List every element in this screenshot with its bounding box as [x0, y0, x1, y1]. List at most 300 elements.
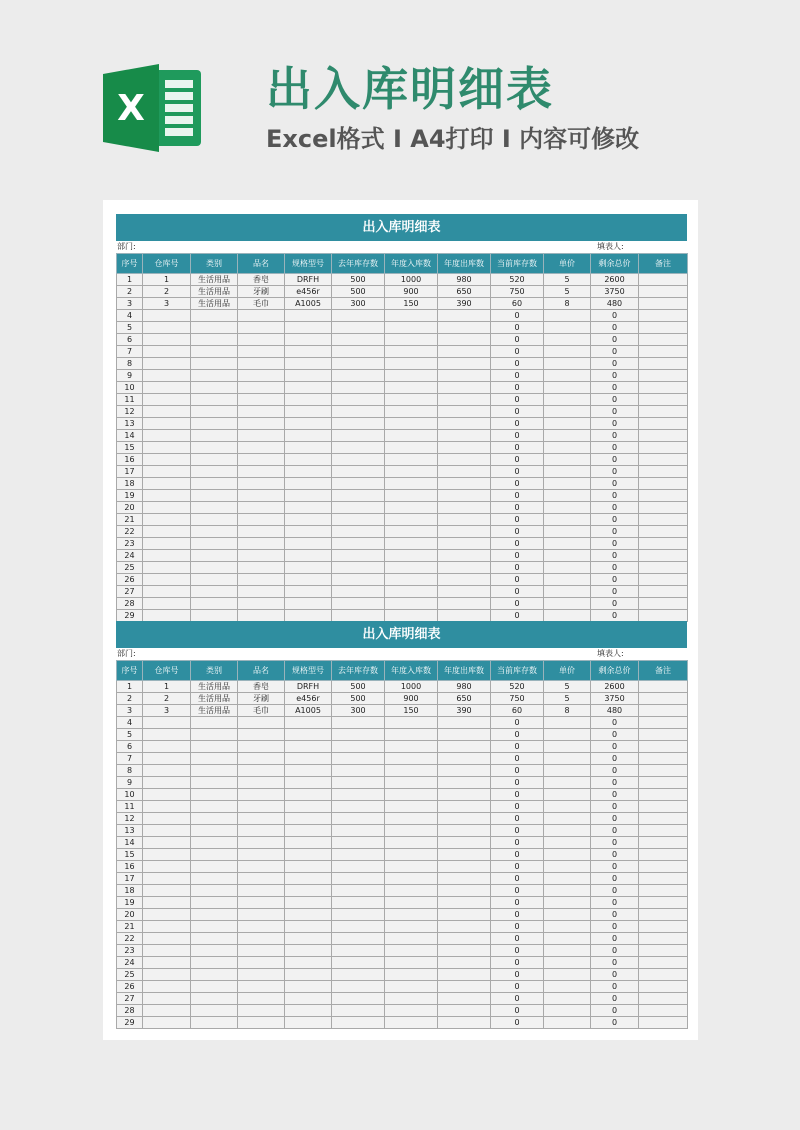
- cell-annual-inbound[interactable]: [385, 490, 438, 502]
- cell-remaining-total[interactable]: 0: [591, 502, 639, 514]
- cell-remaining-total[interactable]: 0: [591, 394, 639, 406]
- cell-annual-inbound[interactable]: [385, 981, 438, 993]
- cell-remaining-total[interactable]: 0: [591, 322, 639, 334]
- cell-warehouse-no[interactable]: [143, 957, 191, 969]
- cell-warehouse-no[interactable]: [143, 322, 191, 334]
- cell-remaining-total[interactable]: 0: [591, 430, 639, 442]
- cell-remaining-total[interactable]: 0: [591, 1005, 639, 1017]
- cell-product-name[interactable]: [238, 610, 285, 622]
- cell-category[interactable]: [191, 310, 238, 322]
- cell-category[interactable]: [191, 430, 238, 442]
- cell-remaining-total[interactable]: 0: [591, 765, 639, 777]
- cell-category[interactable]: [191, 789, 238, 801]
- cell-remaining-total[interactable]: 0: [591, 729, 639, 741]
- cell-spec-model[interactable]: [285, 933, 332, 945]
- cell-remarks[interactable]: [639, 729, 688, 741]
- cell-category[interactable]: [191, 1017, 238, 1029]
- cell-spec-model[interactable]: [285, 897, 332, 909]
- cell-category[interactable]: [191, 813, 238, 825]
- cell-annual-inbound[interactable]: [385, 753, 438, 765]
- cell-spec-model[interactable]: [285, 777, 332, 789]
- cell-last-year-stock[interactable]: [332, 454, 385, 466]
- cell-remarks[interactable]: [639, 681, 688, 693]
- cell-unit-price[interactable]: [544, 598, 591, 610]
- cell-annual-outbound[interactable]: [438, 502, 491, 514]
- cell-category[interactable]: [191, 765, 238, 777]
- cell-remaining-total[interactable]: 0: [591, 741, 639, 753]
- cell-current-stock[interactable]: 0: [491, 322, 544, 334]
- cell-remarks[interactable]: [639, 885, 688, 897]
- cell-remaining-total[interactable]: 0: [591, 538, 639, 550]
- cell-warehouse-no[interactable]: [143, 538, 191, 550]
- cell-remarks[interactable]: [639, 298, 688, 310]
- cell-category[interactable]: [191, 478, 238, 490]
- cell-last-year-stock[interactable]: [332, 825, 385, 837]
- cell-index[interactable]: 11: [117, 801, 143, 813]
- cell-last-year-stock[interactable]: [332, 801, 385, 813]
- cell-spec-model[interactable]: [285, 490, 332, 502]
- cell-last-year-stock[interactable]: 300: [332, 705, 385, 717]
- cell-remarks[interactable]: [639, 801, 688, 813]
- cell-last-year-stock[interactable]: [332, 897, 385, 909]
- cell-current-stock[interactable]: 0: [491, 514, 544, 526]
- cell-last-year-stock[interactable]: [332, 873, 385, 885]
- cell-remarks[interactable]: [639, 358, 688, 370]
- cell-unit-price[interactable]: [544, 586, 591, 598]
- cell-current-stock[interactable]: 0: [491, 358, 544, 370]
- cell-annual-inbound[interactable]: [385, 825, 438, 837]
- cell-product-name[interactable]: [238, 753, 285, 765]
- cell-spec-model[interactable]: [285, 598, 332, 610]
- cell-remarks[interactable]: [639, 993, 688, 1005]
- cell-product-name[interactable]: [238, 741, 285, 753]
- cell-current-stock[interactable]: 0: [491, 789, 544, 801]
- cell-annual-outbound[interactable]: [438, 909, 491, 921]
- cell-last-year-stock[interactable]: [332, 382, 385, 394]
- cell-category[interactable]: [191, 753, 238, 765]
- cell-warehouse-no[interactable]: [143, 310, 191, 322]
- cell-current-stock[interactable]: 0: [491, 729, 544, 741]
- cell-category[interactable]: [191, 490, 238, 502]
- cell-annual-inbound[interactable]: [385, 1005, 438, 1017]
- cell-annual-outbound[interactable]: [438, 418, 491, 430]
- cell-remaining-total[interactable]: 0: [591, 753, 639, 765]
- cell-remaining-total[interactable]: 0: [591, 418, 639, 430]
- cell-last-year-stock[interactable]: [332, 310, 385, 322]
- cell-remarks[interactable]: [639, 969, 688, 981]
- cell-annual-outbound[interactable]: [438, 765, 491, 777]
- cell-category[interactable]: [191, 729, 238, 741]
- cell-last-year-stock[interactable]: [332, 418, 385, 430]
- cell-annual-inbound[interactable]: [385, 406, 438, 418]
- cell-warehouse-no[interactable]: 1: [143, 274, 191, 286]
- cell-unit-price[interactable]: [544, 801, 591, 813]
- cell-remarks[interactable]: [639, 765, 688, 777]
- cell-category[interactable]: [191, 1005, 238, 1017]
- cell-index[interactable]: 5: [117, 729, 143, 741]
- cell-annual-outbound[interactable]: [438, 538, 491, 550]
- cell-category[interactable]: 生活用品: [191, 274, 238, 286]
- cell-spec-model[interactable]: [285, 562, 332, 574]
- cell-remaining-total[interactable]: 0: [591, 550, 639, 562]
- cell-remarks[interactable]: [639, 933, 688, 945]
- cell-spec-model[interactable]: [285, 825, 332, 837]
- cell-remaining-total[interactable]: 480: [591, 705, 639, 717]
- cell-unit-price[interactable]: [544, 334, 591, 346]
- cell-annual-outbound[interactable]: [438, 717, 491, 729]
- cell-last-year-stock[interactable]: [332, 909, 385, 921]
- cell-product-name[interactable]: [238, 957, 285, 969]
- cell-annual-outbound[interactable]: [438, 837, 491, 849]
- cell-category[interactable]: [191, 406, 238, 418]
- cell-annual-inbound[interactable]: [385, 717, 438, 729]
- cell-unit-price[interactable]: [544, 981, 591, 993]
- cell-product-name[interactable]: [238, 322, 285, 334]
- cell-warehouse-no[interactable]: [143, 861, 191, 873]
- cell-unit-price[interactable]: [544, 849, 591, 861]
- cell-category[interactable]: [191, 897, 238, 909]
- cell-spec-model[interactable]: [285, 813, 332, 825]
- cell-product-name[interactable]: [238, 490, 285, 502]
- cell-spec-model[interactable]: [285, 394, 332, 406]
- cell-spec-model[interactable]: [285, 1017, 332, 1029]
- cell-remarks[interactable]: [639, 406, 688, 418]
- cell-annual-outbound[interactable]: [438, 777, 491, 789]
- cell-spec-model[interactable]: [285, 945, 332, 957]
- cell-remarks[interactable]: [639, 274, 688, 286]
- cell-spec-model[interactable]: [285, 765, 332, 777]
- cell-index[interactable]: 16: [117, 861, 143, 873]
- cell-warehouse-no[interactable]: [143, 813, 191, 825]
- cell-current-stock[interactable]: 0: [491, 478, 544, 490]
- cell-remarks[interactable]: [639, 705, 688, 717]
- cell-warehouse-no[interactable]: [143, 610, 191, 622]
- cell-current-stock[interactable]: 0: [491, 334, 544, 346]
- cell-annual-outbound[interactable]: [438, 885, 491, 897]
- cell-annual-outbound[interactable]: [438, 490, 491, 502]
- cell-spec-model[interactable]: [285, 909, 332, 921]
- cell-current-stock[interactable]: 0: [491, 418, 544, 430]
- cell-last-year-stock[interactable]: [332, 981, 385, 993]
- cell-last-year-stock[interactable]: [332, 1005, 385, 1017]
- cell-last-year-stock[interactable]: [332, 586, 385, 598]
- cell-index[interactable]: 24: [117, 957, 143, 969]
- cell-unit-price[interactable]: [544, 717, 591, 729]
- cell-spec-model[interactable]: e456r: [285, 286, 332, 298]
- cell-last-year-stock[interactable]: [332, 538, 385, 550]
- cell-annual-outbound[interactable]: [438, 825, 491, 837]
- cell-remarks[interactable]: [639, 837, 688, 849]
- cell-remaining-total[interactable]: 0: [591, 598, 639, 610]
- cell-unit-price[interactable]: [544, 550, 591, 562]
- cell-last-year-stock[interactable]: [332, 885, 385, 897]
- cell-category[interactable]: [191, 777, 238, 789]
- cell-warehouse-no[interactable]: [143, 837, 191, 849]
- cell-category[interactable]: [191, 957, 238, 969]
- cell-product-name[interactable]: [238, 394, 285, 406]
- cell-warehouse-no[interactable]: [143, 586, 191, 598]
- cell-last-year-stock[interactable]: [332, 394, 385, 406]
- cell-current-stock[interactable]: 0: [491, 574, 544, 586]
- cell-product-name[interactable]: [238, 897, 285, 909]
- cell-current-stock[interactable]: 0: [491, 825, 544, 837]
- cell-product-name[interactable]: [238, 538, 285, 550]
- cell-warehouse-no[interactable]: [143, 406, 191, 418]
- cell-remaining-total[interactable]: 2600: [591, 681, 639, 693]
- cell-index[interactable]: 11: [117, 394, 143, 406]
- cell-annual-outbound[interactable]: [438, 753, 491, 765]
- cell-index[interactable]: 7: [117, 753, 143, 765]
- cell-index[interactable]: 23: [117, 945, 143, 957]
- cell-last-year-stock[interactable]: [332, 969, 385, 981]
- cell-warehouse-no[interactable]: [143, 358, 191, 370]
- cell-remaining-total[interactable]: 0: [591, 526, 639, 538]
- cell-annual-outbound[interactable]: [438, 957, 491, 969]
- cell-current-stock[interactable]: 0: [491, 909, 544, 921]
- cell-spec-model[interactable]: e456r: [285, 693, 332, 705]
- cell-unit-price[interactable]: [544, 538, 591, 550]
- cell-current-stock[interactable]: 0: [491, 921, 544, 933]
- cell-annual-inbound[interactable]: [385, 789, 438, 801]
- cell-category[interactable]: [191, 586, 238, 598]
- cell-product-name[interactable]: [238, 370, 285, 382]
- cell-unit-price[interactable]: 8: [544, 298, 591, 310]
- cell-product-name[interactable]: [238, 909, 285, 921]
- cell-spec-model[interactable]: [285, 310, 332, 322]
- cell-category[interactable]: 生活用品: [191, 681, 238, 693]
- cell-remarks[interactable]: [639, 945, 688, 957]
- cell-annual-inbound[interactable]: [385, 813, 438, 825]
- cell-last-year-stock[interactable]: 500: [332, 693, 385, 705]
- cell-product-name[interactable]: [238, 346, 285, 358]
- cell-index[interactable]: 24: [117, 550, 143, 562]
- cell-annual-outbound[interactable]: [438, 1017, 491, 1029]
- cell-remaining-total[interactable]: 480: [591, 298, 639, 310]
- cell-index[interactable]: 27: [117, 586, 143, 598]
- cell-spec-model[interactable]: [285, 418, 332, 430]
- cell-remaining-total[interactable]: 0: [591, 1017, 639, 1029]
- cell-spec-model[interactable]: [285, 849, 332, 861]
- cell-last-year-stock[interactable]: [332, 478, 385, 490]
- cell-unit-price[interactable]: [544, 777, 591, 789]
- cell-spec-model[interactable]: [285, 514, 332, 526]
- cell-category[interactable]: [191, 993, 238, 1005]
- cell-spec-model[interactable]: [285, 346, 332, 358]
- cell-annual-outbound[interactable]: [438, 322, 491, 334]
- cell-last-year-stock[interactable]: [332, 466, 385, 478]
- cell-remaining-total[interactable]: 0: [591, 777, 639, 789]
- cell-unit-price[interactable]: [544, 741, 591, 753]
- cell-remaining-total[interactable]: 0: [591, 478, 639, 490]
- cell-annual-outbound[interactable]: [438, 598, 491, 610]
- cell-remaining-total[interactable]: 0: [591, 346, 639, 358]
- cell-product-name[interactable]: 香皂: [238, 274, 285, 286]
- cell-last-year-stock[interactable]: [332, 753, 385, 765]
- cell-product-name[interactable]: [238, 550, 285, 562]
- cell-warehouse-no[interactable]: [143, 346, 191, 358]
- cell-index[interactable]: 15: [117, 849, 143, 861]
- cell-annual-inbound[interactable]: [385, 1017, 438, 1029]
- cell-product-name[interactable]: [238, 813, 285, 825]
- cell-product-name[interactable]: [238, 1005, 285, 1017]
- cell-remaining-total[interactable]: 0: [591, 370, 639, 382]
- cell-annual-inbound[interactable]: [385, 562, 438, 574]
- cell-index[interactable]: 22: [117, 933, 143, 945]
- cell-annual-outbound[interactable]: [438, 430, 491, 442]
- cell-remarks[interactable]: [639, 1005, 688, 1017]
- cell-remaining-total[interactable]: 0: [591, 849, 639, 861]
- cell-remarks[interactable]: [639, 442, 688, 454]
- cell-annual-inbound[interactable]: [385, 442, 438, 454]
- cell-product-name[interactable]: [238, 837, 285, 849]
- cell-category[interactable]: [191, 717, 238, 729]
- cell-spec-model[interactable]: [285, 885, 332, 897]
- cell-annual-inbound[interactable]: [385, 466, 438, 478]
- cell-spec-model[interactable]: [285, 430, 332, 442]
- cell-last-year-stock[interactable]: [332, 550, 385, 562]
- cell-unit-price[interactable]: [544, 454, 591, 466]
- cell-index[interactable]: 18: [117, 885, 143, 897]
- cell-product-name[interactable]: [238, 526, 285, 538]
- cell-annual-inbound[interactable]: 900: [385, 286, 438, 298]
- cell-current-stock[interactable]: 0: [491, 490, 544, 502]
- cell-annual-inbound[interactable]: [385, 382, 438, 394]
- cell-remarks[interactable]: [639, 310, 688, 322]
- cell-unit-price[interactable]: [544, 514, 591, 526]
- cell-last-year-stock[interactable]: [332, 406, 385, 418]
- cell-annual-outbound[interactable]: [438, 466, 491, 478]
- cell-last-year-stock[interactable]: [332, 574, 385, 586]
- cell-remaining-total[interactable]: 0: [591, 969, 639, 981]
- cell-warehouse-no[interactable]: [143, 993, 191, 1005]
- cell-annual-inbound[interactable]: [385, 346, 438, 358]
- cell-warehouse-no[interactable]: [143, 933, 191, 945]
- cell-warehouse-no[interactable]: [143, 454, 191, 466]
- cell-unit-price[interactable]: [544, 765, 591, 777]
- cell-category[interactable]: [191, 370, 238, 382]
- cell-unit-price[interactable]: [544, 933, 591, 945]
- cell-category[interactable]: [191, 825, 238, 837]
- cell-product-name[interactable]: [238, 789, 285, 801]
- cell-index[interactable]: 28: [117, 598, 143, 610]
- cell-current-stock[interactable]: 0: [491, 454, 544, 466]
- cell-index[interactable]: 13: [117, 825, 143, 837]
- cell-annual-outbound[interactable]: [438, 993, 491, 1005]
- cell-annual-outbound[interactable]: [438, 382, 491, 394]
- cell-spec-model[interactable]: [285, 478, 332, 490]
- cell-annual-outbound[interactable]: 390: [438, 298, 491, 310]
- cell-warehouse-no[interactable]: [143, 1005, 191, 1017]
- cell-remaining-total[interactable]: 2600: [591, 274, 639, 286]
- cell-spec-model[interactable]: [285, 753, 332, 765]
- cell-remaining-total[interactable]: 0: [591, 562, 639, 574]
- cell-unit-price[interactable]: 5: [544, 286, 591, 298]
- cell-index[interactable]: 26: [117, 981, 143, 993]
- cell-unit-price[interactable]: [544, 909, 591, 921]
- cell-annual-outbound[interactable]: [438, 981, 491, 993]
- cell-current-stock[interactable]: 0: [491, 897, 544, 909]
- cell-product-name[interactable]: [238, 562, 285, 574]
- cell-annual-outbound[interactable]: [438, 346, 491, 358]
- cell-remarks[interactable]: [639, 454, 688, 466]
- cell-index[interactable]: 3: [117, 705, 143, 717]
- cell-annual-outbound[interactable]: [438, 945, 491, 957]
- cell-category[interactable]: [191, 514, 238, 526]
- cell-annual-inbound[interactable]: 1000: [385, 681, 438, 693]
- cell-annual-outbound[interactable]: 980: [438, 681, 491, 693]
- cell-spec-model[interactable]: [285, 538, 332, 550]
- cell-category[interactable]: [191, 358, 238, 370]
- cell-category[interactable]: [191, 801, 238, 813]
- cell-warehouse-no[interactable]: 2: [143, 286, 191, 298]
- cell-current-stock[interactable]: 0: [491, 370, 544, 382]
- cell-current-stock[interactable]: 0: [491, 969, 544, 981]
- cell-index[interactable]: 1: [117, 681, 143, 693]
- cell-last-year-stock[interactable]: [332, 322, 385, 334]
- cell-remarks[interactable]: [639, 370, 688, 382]
- cell-remaining-total[interactable]: 0: [591, 993, 639, 1005]
- cell-remarks[interactable]: [639, 849, 688, 861]
- cell-current-stock[interactable]: 520: [491, 681, 544, 693]
- cell-remarks[interactable]: [639, 526, 688, 538]
- cell-product-name[interactable]: [238, 885, 285, 897]
- cell-category[interactable]: [191, 550, 238, 562]
- cell-unit-price[interactable]: [544, 442, 591, 454]
- cell-annual-outbound[interactable]: [438, 574, 491, 586]
- cell-remaining-total[interactable]: 0: [591, 574, 639, 586]
- cell-annual-inbound[interactable]: [385, 957, 438, 969]
- cell-warehouse-no[interactable]: 1: [143, 681, 191, 693]
- cell-last-year-stock[interactable]: [332, 1017, 385, 1029]
- cell-warehouse-no[interactable]: [143, 562, 191, 574]
- cell-product-name[interactable]: 牙刷: [238, 693, 285, 705]
- cell-warehouse-no[interactable]: [143, 945, 191, 957]
- cell-last-year-stock[interactable]: [332, 933, 385, 945]
- cell-index[interactable]: 19: [117, 490, 143, 502]
- cell-index[interactable]: 17: [117, 466, 143, 478]
- cell-remarks[interactable]: [639, 286, 688, 298]
- cell-remarks[interactable]: [639, 334, 688, 346]
- cell-warehouse-no[interactable]: [143, 574, 191, 586]
- cell-annual-inbound[interactable]: [385, 849, 438, 861]
- cell-annual-inbound[interactable]: 150: [385, 298, 438, 310]
- cell-annual-outbound[interactable]: [438, 610, 491, 622]
- cell-current-stock[interactable]: 0: [491, 1005, 544, 1017]
- cell-current-stock[interactable]: 0: [491, 981, 544, 993]
- cell-spec-model[interactable]: [285, 370, 332, 382]
- cell-unit-price[interactable]: [544, 945, 591, 957]
- cell-warehouse-no[interactable]: [143, 741, 191, 753]
- cell-annual-inbound[interactable]: [385, 370, 438, 382]
- cell-remaining-total[interactable]: 0: [591, 717, 639, 729]
- cell-unit-price[interactable]: [544, 574, 591, 586]
- cell-product-name[interactable]: [238, 729, 285, 741]
- cell-remaining-total[interactable]: 0: [591, 382, 639, 394]
- cell-index[interactable]: 8: [117, 358, 143, 370]
- cell-product-name[interactable]: [238, 969, 285, 981]
- cell-spec-model[interactable]: [285, 969, 332, 981]
- cell-spec-model[interactable]: DRFH: [285, 274, 332, 286]
- cell-remaining-total[interactable]: 0: [591, 813, 639, 825]
- cell-remarks[interactable]: [639, 610, 688, 622]
- cell-product-name[interactable]: [238, 777, 285, 789]
- cell-category[interactable]: [191, 538, 238, 550]
- cell-unit-price[interactable]: [544, 873, 591, 885]
- cell-index[interactable]: 25: [117, 969, 143, 981]
- cell-current-stock[interactable]: 0: [491, 813, 544, 825]
- cell-annual-outbound[interactable]: [438, 478, 491, 490]
- cell-category[interactable]: [191, 562, 238, 574]
